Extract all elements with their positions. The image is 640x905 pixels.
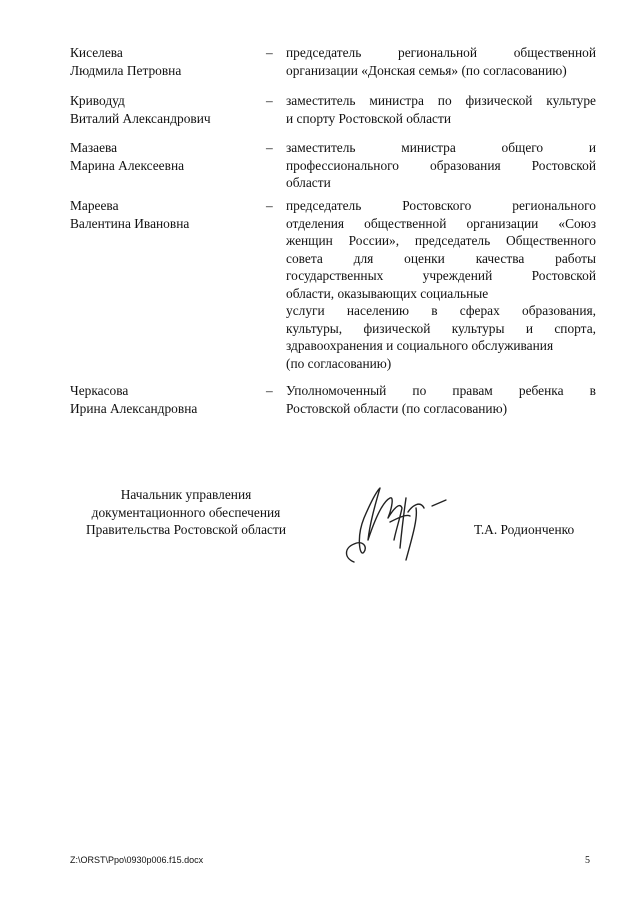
signatory-name: Т.А. Родионченко	[474, 522, 575, 537]
handwritten-signature	[340, 478, 460, 568]
member-position: Уполномоченный по правам ребенка в Ростовской области (по согласованию)	[286, 383, 596, 416]
member-position: председатель Ростовского регионального отделения общественной организации «Союз женщин России», председатель Общественного совета для оценки качества работы государственных учреждений Ростовской области, оказывающих социальные услуги населению в сферах образования, культуры, физической культуры и спорта, здравоохранения и социального обслуживания (по согласованию)	[286, 198, 596, 371]
file-path: Z:\ORST\Ppo\0930p006.f15.docx	[70, 855, 204, 865]
dash: –	[266, 140, 273, 155]
dash: –	[266, 198, 273, 213]
member-name: Черкасова Ирина Александровна	[70, 383, 198, 416]
page-number: 5	[585, 855, 590, 866]
member-name: Мазаева Марина Алексеевна	[70, 140, 185, 173]
dash: –	[266, 93, 273, 108]
dash: –	[266, 45, 273, 60]
dash: –	[266, 383, 273, 398]
member-position: заместитель министра по физической культуре и спорту Ростовской области	[286, 93, 596, 126]
member-name: Киселева Людмила Петровна	[70, 45, 182, 78]
member-name: Криводуд Виталий Александрович	[70, 93, 211, 126]
member-position: председатель региональной общественной организации «Донская семья» (по согласованию)	[286, 45, 596, 78]
member-name: Мареева Валентина Ивановна	[70, 198, 190, 231]
signatory-title: Начальник управления документационного обеспечения Правительства Ростовской области	[85, 487, 287, 537]
member-position: заместитель министра общего и профессионального образования Ростовской области	[286, 140, 596, 190]
